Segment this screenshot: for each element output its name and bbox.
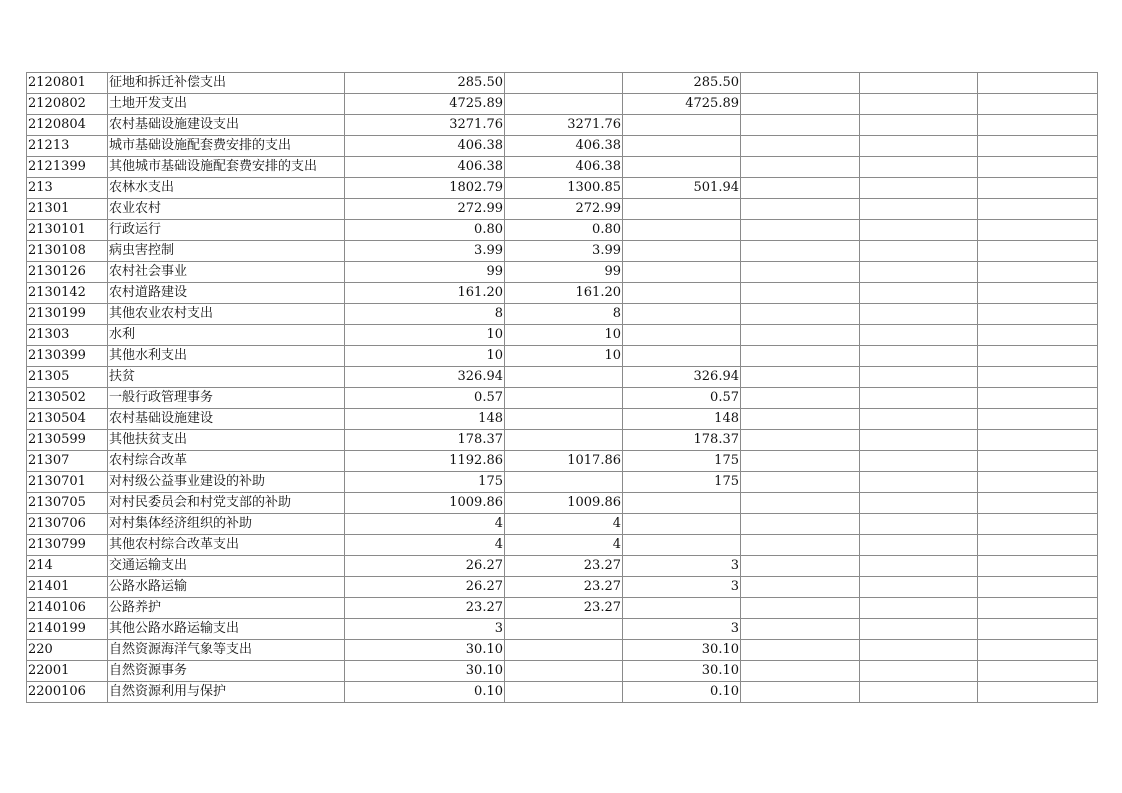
- project-cell: 0.10: [623, 682, 741, 703]
- code-cell: 2130101: [27, 220, 108, 241]
- basic-cell: 161.20: [505, 283, 623, 304]
- name-cell: 其他水利支出: [108, 346, 345, 367]
- table-row: [27, 409, 1098, 430]
- empty-cell: [741, 346, 860, 367]
- table-row: [27, 73, 1098, 94]
- project-cell: [623, 598, 741, 619]
- empty-cell: [978, 430, 1098, 451]
- table-row: [27, 346, 1098, 367]
- name-cell: 对村集体经济组织的补助: [108, 514, 345, 535]
- basic-cell: 406.38: [505, 136, 623, 157]
- basic-cell: 3.99: [505, 241, 623, 262]
- project-cell: [623, 136, 741, 157]
- basic-cell: [505, 661, 623, 682]
- empty-cell: [741, 157, 860, 178]
- empty-cell: [741, 514, 860, 535]
- empty-cell: [741, 115, 860, 136]
- project-cell: 285.50: [623, 73, 741, 94]
- basic-cell: 1017.86: [505, 451, 623, 472]
- code-cell: 2121399: [27, 157, 108, 178]
- project-cell: 175: [623, 472, 741, 493]
- basic-cell: [505, 94, 623, 115]
- total-cell: 10: [345, 346, 505, 367]
- project-cell: [623, 325, 741, 346]
- empty-cell: [978, 640, 1098, 661]
- empty-cell: [978, 493, 1098, 514]
- empty-cell: [860, 367, 978, 388]
- empty-cell: [860, 619, 978, 640]
- code-cell: 2140199: [27, 619, 108, 640]
- basic-cell: 1300.85: [505, 178, 623, 199]
- basic-cell: [505, 367, 623, 388]
- empty-cell: [741, 682, 860, 703]
- name-cell: 农村综合改革: [108, 451, 345, 472]
- empty-cell: [978, 304, 1098, 325]
- total-cell: 4: [345, 514, 505, 535]
- name-cell: 扶贫: [108, 367, 345, 388]
- table-row: [27, 535, 1098, 556]
- project-cell: 326.94: [623, 367, 741, 388]
- total-cell: 1009.86: [345, 493, 505, 514]
- code-cell: 2200106: [27, 682, 108, 703]
- name-cell: 其他城市基础设施配套费安排的支出: [108, 157, 345, 178]
- code-cell: 21307: [27, 451, 108, 472]
- empty-cell: [741, 661, 860, 682]
- empty-cell: [978, 577, 1098, 598]
- name-cell: 农业农村: [108, 199, 345, 220]
- empty-cell: [978, 598, 1098, 619]
- name-cell: 交通运输支出: [108, 556, 345, 577]
- name-cell: 城市基础设施配套费安排的支出: [108, 136, 345, 157]
- name-cell: 其他农业农村支出: [108, 304, 345, 325]
- empty-cell: [860, 556, 978, 577]
- empty-cell: [741, 388, 860, 409]
- project-cell: 178.37: [623, 430, 741, 451]
- name-cell: 其他公路水路运输支出: [108, 619, 345, 640]
- empty-cell: [978, 661, 1098, 682]
- total-cell: 0.80: [345, 220, 505, 241]
- empty-cell: [741, 94, 860, 115]
- empty-cell: [741, 409, 860, 430]
- name-cell: 对村民委员会和村党支部的补助: [108, 493, 345, 514]
- project-cell: [623, 262, 741, 283]
- basic-cell: 23.27: [505, 598, 623, 619]
- empty-cell: [978, 451, 1098, 472]
- total-cell: 8: [345, 304, 505, 325]
- project-cell: 4725.89: [623, 94, 741, 115]
- table-row: [27, 94, 1098, 115]
- table-row: [27, 157, 1098, 178]
- project-cell: [623, 304, 741, 325]
- table-row: [27, 325, 1098, 346]
- total-cell: 285.50: [345, 73, 505, 94]
- name-cell: 自然资源利用与保护: [108, 682, 345, 703]
- total-cell: 406.38: [345, 136, 505, 157]
- basic-cell: 23.27: [505, 577, 623, 598]
- name-cell: 一般行政管理事务: [108, 388, 345, 409]
- total-cell: 326.94: [345, 367, 505, 388]
- code-cell: 214: [27, 556, 108, 577]
- total-cell: 99: [345, 262, 505, 283]
- code-cell: 2130706: [27, 514, 108, 535]
- project-cell: 148: [623, 409, 741, 430]
- project-cell: 501.94: [623, 178, 741, 199]
- empty-cell: [978, 535, 1098, 556]
- basic-cell: 406.38: [505, 157, 623, 178]
- project-cell: 30.10: [623, 640, 741, 661]
- total-cell: 3271.76: [345, 115, 505, 136]
- empty-cell: [860, 304, 978, 325]
- code-cell: 21301: [27, 199, 108, 220]
- empty-cell: [741, 556, 860, 577]
- empty-cell: [978, 115, 1098, 136]
- empty-cell: [860, 640, 978, 661]
- table-row: [27, 367, 1098, 388]
- table-row: [27, 430, 1098, 451]
- total-cell: 0.10: [345, 682, 505, 703]
- code-cell: 2130199: [27, 304, 108, 325]
- empty-cell: [860, 451, 978, 472]
- table-row: [27, 283, 1098, 304]
- basic-cell: [505, 682, 623, 703]
- basic-cell: 4: [505, 535, 623, 556]
- empty-cell: [860, 346, 978, 367]
- empty-cell: [741, 283, 860, 304]
- table-row: [27, 220, 1098, 241]
- name-cell: 征地和拆迁补偿支出: [108, 73, 345, 94]
- code-cell: 21305: [27, 367, 108, 388]
- empty-cell: [860, 598, 978, 619]
- name-cell: 对村级公益事业建设的补助: [108, 472, 345, 493]
- total-cell: 4: [345, 535, 505, 556]
- total-cell: 3.99: [345, 241, 505, 262]
- empty-cell: [978, 388, 1098, 409]
- empty-cell: [860, 325, 978, 346]
- name-cell: 其他扶贫支出: [108, 430, 345, 451]
- empty-cell: [860, 472, 978, 493]
- empty-cell: [860, 514, 978, 535]
- empty-cell: [741, 493, 860, 514]
- code-cell: 21401: [27, 577, 108, 598]
- code-cell: 2130599: [27, 430, 108, 451]
- empty-cell: [978, 409, 1098, 430]
- code-cell: 2130399: [27, 346, 108, 367]
- name-cell: 农林水支出: [108, 178, 345, 199]
- empty-cell: [860, 157, 978, 178]
- table-row: [27, 178, 1098, 199]
- empty-cell: [978, 346, 1098, 367]
- total-cell: 0.57: [345, 388, 505, 409]
- name-cell: 行政运行: [108, 220, 345, 241]
- basic-cell: [505, 388, 623, 409]
- empty-cell: [741, 262, 860, 283]
- code-cell: 2140106: [27, 598, 108, 619]
- empty-cell: [860, 115, 978, 136]
- total-cell: 23.27: [345, 598, 505, 619]
- basic-cell: 0.80: [505, 220, 623, 241]
- empty-cell: [741, 367, 860, 388]
- project-cell: [623, 346, 741, 367]
- table-row: [27, 493, 1098, 514]
- empty-cell: [741, 304, 860, 325]
- basic-cell: [505, 472, 623, 493]
- empty-cell: [978, 472, 1098, 493]
- code-cell: 21303: [27, 325, 108, 346]
- basic-cell: [505, 640, 623, 661]
- table-row: [27, 472, 1098, 493]
- project-cell: [623, 241, 741, 262]
- code-cell: 22001: [27, 661, 108, 682]
- empty-cell: [860, 73, 978, 94]
- empty-cell: [741, 472, 860, 493]
- total-cell: 148: [345, 409, 505, 430]
- empty-cell: [978, 325, 1098, 346]
- empty-cell: [860, 535, 978, 556]
- empty-cell: [978, 220, 1098, 241]
- basic-cell: 4: [505, 514, 623, 535]
- empty-cell: [741, 577, 860, 598]
- empty-cell: [741, 640, 860, 661]
- empty-cell: [860, 682, 978, 703]
- total-cell: 26.27: [345, 556, 505, 577]
- code-cell: 2130705: [27, 493, 108, 514]
- total-cell: 406.38: [345, 157, 505, 178]
- empty-cell: [860, 241, 978, 262]
- empty-cell: [741, 535, 860, 556]
- table-row: [27, 241, 1098, 262]
- total-cell: 3: [345, 619, 505, 640]
- code-cell: 2130502: [27, 388, 108, 409]
- project-cell: 3: [623, 556, 741, 577]
- table-row: [27, 577, 1098, 598]
- project-cell: [623, 157, 741, 178]
- project-cell: 3: [623, 619, 741, 640]
- empty-cell: [978, 178, 1098, 199]
- empty-cell: [741, 136, 860, 157]
- basic-cell: [505, 409, 623, 430]
- code-cell: 21213: [27, 136, 108, 157]
- table-row: [27, 199, 1098, 220]
- empty-cell: [860, 493, 978, 514]
- name-cell: 农村社会事业: [108, 262, 345, 283]
- project-cell: 3: [623, 577, 741, 598]
- table-row: [27, 304, 1098, 325]
- name-cell: 自然资源事务: [108, 661, 345, 682]
- empty-cell: [978, 619, 1098, 640]
- basic-cell: [505, 73, 623, 94]
- table-row: [27, 451, 1098, 472]
- table-row: [27, 115, 1098, 136]
- name-cell: 公路水路运输: [108, 577, 345, 598]
- empty-cell: [741, 598, 860, 619]
- name-cell: 其他农村综合改革支出: [108, 535, 345, 556]
- basic-cell: 272.99: [505, 199, 623, 220]
- empty-cell: [978, 367, 1098, 388]
- basic-cell: 3271.76: [505, 115, 623, 136]
- empty-cell: [860, 262, 978, 283]
- basic-cell: 10: [505, 325, 623, 346]
- code-cell: 220: [27, 640, 108, 661]
- empty-cell: [978, 94, 1098, 115]
- code-cell: 213: [27, 178, 108, 199]
- empty-cell: [978, 556, 1098, 577]
- table-row: [27, 388, 1098, 409]
- table-row: [27, 640, 1098, 661]
- code-cell: 2130142: [27, 283, 108, 304]
- empty-cell: [741, 430, 860, 451]
- empty-cell: [860, 388, 978, 409]
- empty-cell: [978, 262, 1098, 283]
- empty-cell: [741, 220, 860, 241]
- empty-cell: [860, 409, 978, 430]
- table-row: [27, 661, 1098, 682]
- code-cell: 2130108: [27, 241, 108, 262]
- empty-cell: [860, 661, 978, 682]
- name-cell: 土地开发支出: [108, 94, 345, 115]
- empty-cell: [978, 136, 1098, 157]
- empty-cell: [860, 199, 978, 220]
- basic-cell: 8: [505, 304, 623, 325]
- table-row: [27, 556, 1098, 577]
- empty-cell: [741, 178, 860, 199]
- empty-cell: [978, 682, 1098, 703]
- name-cell: 自然资源海洋气象等支出: [108, 640, 345, 661]
- empty-cell: [860, 94, 978, 115]
- total-cell: 30.10: [345, 640, 505, 661]
- project-cell: [623, 283, 741, 304]
- budget-table: [26, 72, 1098, 703]
- basic-cell: 1009.86: [505, 493, 623, 514]
- table-row: [27, 136, 1098, 157]
- name-cell: 公路养护: [108, 598, 345, 619]
- total-cell: 161.20: [345, 283, 505, 304]
- empty-cell: [860, 577, 978, 598]
- empty-cell: [860, 283, 978, 304]
- table-row: [27, 619, 1098, 640]
- empty-cell: [741, 325, 860, 346]
- name-cell: 农村基础设施建设支出: [108, 115, 345, 136]
- code-cell: 2130126: [27, 262, 108, 283]
- name-cell: 病虫害控制: [108, 241, 345, 262]
- project-cell: [623, 514, 741, 535]
- total-cell: 10: [345, 325, 505, 346]
- table-row: [27, 514, 1098, 535]
- empty-cell: [860, 430, 978, 451]
- empty-cell: [860, 220, 978, 241]
- empty-cell: [978, 199, 1098, 220]
- code-cell: 2120802: [27, 94, 108, 115]
- basic-cell: [505, 619, 623, 640]
- project-cell: [623, 115, 741, 136]
- name-cell: 农村基础设施建设: [108, 409, 345, 430]
- project-cell: 0.57: [623, 388, 741, 409]
- empty-cell: [860, 178, 978, 199]
- code-cell: 2130799: [27, 535, 108, 556]
- total-cell: 26.27: [345, 577, 505, 598]
- project-cell: 30.10: [623, 661, 741, 682]
- empty-cell: [978, 157, 1098, 178]
- empty-cell: [741, 619, 860, 640]
- project-cell: [623, 535, 741, 556]
- empty-cell: [741, 451, 860, 472]
- empty-cell: [741, 73, 860, 94]
- total-cell: 30.10: [345, 661, 505, 682]
- total-cell: 175: [345, 472, 505, 493]
- table-row: [27, 262, 1098, 283]
- total-cell: 1802.79: [345, 178, 505, 199]
- empty-cell: [741, 241, 860, 262]
- project-cell: [623, 199, 741, 220]
- code-cell: 2130701: [27, 472, 108, 493]
- total-cell: 1192.86: [345, 451, 505, 472]
- budget-table-body: [27, 73, 1098, 703]
- basic-cell: [505, 430, 623, 451]
- empty-cell: [860, 136, 978, 157]
- code-cell: 2120801: [27, 73, 108, 94]
- code-cell: 2130504: [27, 409, 108, 430]
- total-cell: 4725.89: [345, 94, 505, 115]
- basic-cell: 10: [505, 346, 623, 367]
- name-cell: 水利: [108, 325, 345, 346]
- empty-cell: [978, 73, 1098, 94]
- project-cell: [623, 493, 741, 514]
- table-row: [27, 598, 1098, 619]
- empty-cell: [978, 241, 1098, 262]
- basic-cell: 23.27: [505, 556, 623, 577]
- name-cell: 农村道路建设: [108, 283, 345, 304]
- code-cell: 2120804: [27, 115, 108, 136]
- empty-cell: [978, 283, 1098, 304]
- total-cell: 178.37: [345, 430, 505, 451]
- empty-cell: [978, 514, 1098, 535]
- empty-cell: [741, 199, 860, 220]
- basic-cell: 99: [505, 262, 623, 283]
- table-row: [27, 682, 1098, 703]
- project-cell: 175: [623, 451, 741, 472]
- project-cell: [623, 220, 741, 241]
- total-cell: 272.99: [345, 199, 505, 220]
